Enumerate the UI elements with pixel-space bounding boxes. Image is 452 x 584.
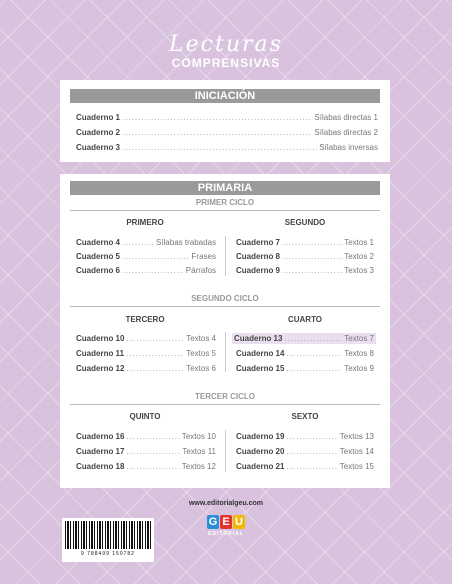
publisher-letter: E — [220, 515, 232, 529]
column-head: SEGUNDO — [284, 218, 326, 227]
column-head: QUINTO — [129, 412, 161, 421]
divider — [70, 306, 380, 307]
divider — [225, 332, 226, 372]
item-name: Cuaderno 1 — [76, 113, 121, 122]
column-head: PRIMERO — [126, 218, 164, 227]
list-item: Cuaderno 14 ..... Textos 8 — [236, 349, 374, 358]
item-name: Cuaderno 2 — [76, 128, 121, 137]
website-url[interactable]: www.editorialgeu.com — [188, 500, 264, 507]
list-item — [76, 143, 378, 152]
column-head: TERCERO — [125, 315, 165, 324]
list-item: Cuaderno 5 ..... Frases — [76, 252, 216, 261]
cycle-title: SEGUNDO CICLO — [191, 294, 259, 303]
list-item: Cuaderno 15 ..... Textos 9 — [236, 364, 374, 373]
primaria-panel — [60, 174, 390, 488]
divider — [225, 430, 226, 472]
list-item: Cuaderno 7 ..... Textos 1 — [236, 238, 374, 247]
item-sub: Sílabas inversas — [319, 143, 378, 152]
list-item: Cuaderno 8 ..... Textos 2 — [236, 252, 374, 261]
divider — [225, 236, 226, 276]
publisher-logo — [206, 515, 246, 537]
series-logo — [0, 34, 452, 70]
list-item: Cuaderno 12 ..... Textos 6 — [76, 364, 216, 373]
list-item: Cuaderno 18 ..... Textos 12 — [76, 462, 216, 471]
cycle-title: PRIMER CICLO — [195, 198, 255, 207]
list-item: Cuaderno 6 ..... Párrafos — [76, 266, 216, 275]
divider — [70, 404, 380, 405]
item-sub: Sílabas directas 2 — [314, 128, 378, 137]
list-item: Cuaderno 10 ..... Textos 4 — [76, 334, 216, 343]
list-item: Cuaderno 11 ..... Textos 5 — [76, 349, 216, 358]
item-name: Cuaderno 3 — [76, 143, 121, 152]
iniciacion-title: INICIACIÓN — [70, 89, 380, 103]
publisher-letter: U — [233, 515, 245, 529]
list-item: Cuaderno 19 ..... Textos 13 — [236, 432, 374, 441]
divider — [70, 210, 380, 211]
list-item-highlighted: Cuaderno 13 ..... Textos 7 — [232, 333, 376, 344]
primaria-title: PRIMARIA — [70, 181, 380, 195]
logo-line-1: Lecturas — [169, 32, 283, 57]
column-head: SEXTO — [291, 412, 319, 421]
publisher-letter: G — [208, 516, 218, 528]
logo-line-2: COMPRENSIVAS — [171, 56, 281, 70]
barcode-bars — [65, 521, 151, 549]
barcode — [62, 518, 154, 562]
publisher-name: EDITORIAL — [208, 531, 244, 537]
list-item: Cuaderno 16 ..... Textos 10 — [76, 432, 216, 441]
iniciacion-panel — [60, 80, 390, 162]
list-item — [76, 113, 378, 122]
cycle-title: TERCER CICLO — [195, 392, 255, 401]
barcode-number: 9 788499 150782 — [81, 551, 135, 557]
list-item: Cuaderno 20 ..... Textos 14 — [236, 447, 374, 456]
column-head: CUARTO — [287, 315, 323, 324]
item-sub: Sílabas directas 1 — [314, 113, 378, 122]
list-item: Cuaderno 21 ..... Textos 15 — [236, 462, 374, 471]
list-item: Cuaderno 4 ..... Sílabas trabadas — [76, 238, 216, 247]
list-item: Cuaderno 9 ..... Textos 3 — [236, 266, 374, 275]
list-item: Cuaderno 17 ..... Textos 11 — [76, 447, 216, 456]
list-item — [76, 128, 378, 137]
